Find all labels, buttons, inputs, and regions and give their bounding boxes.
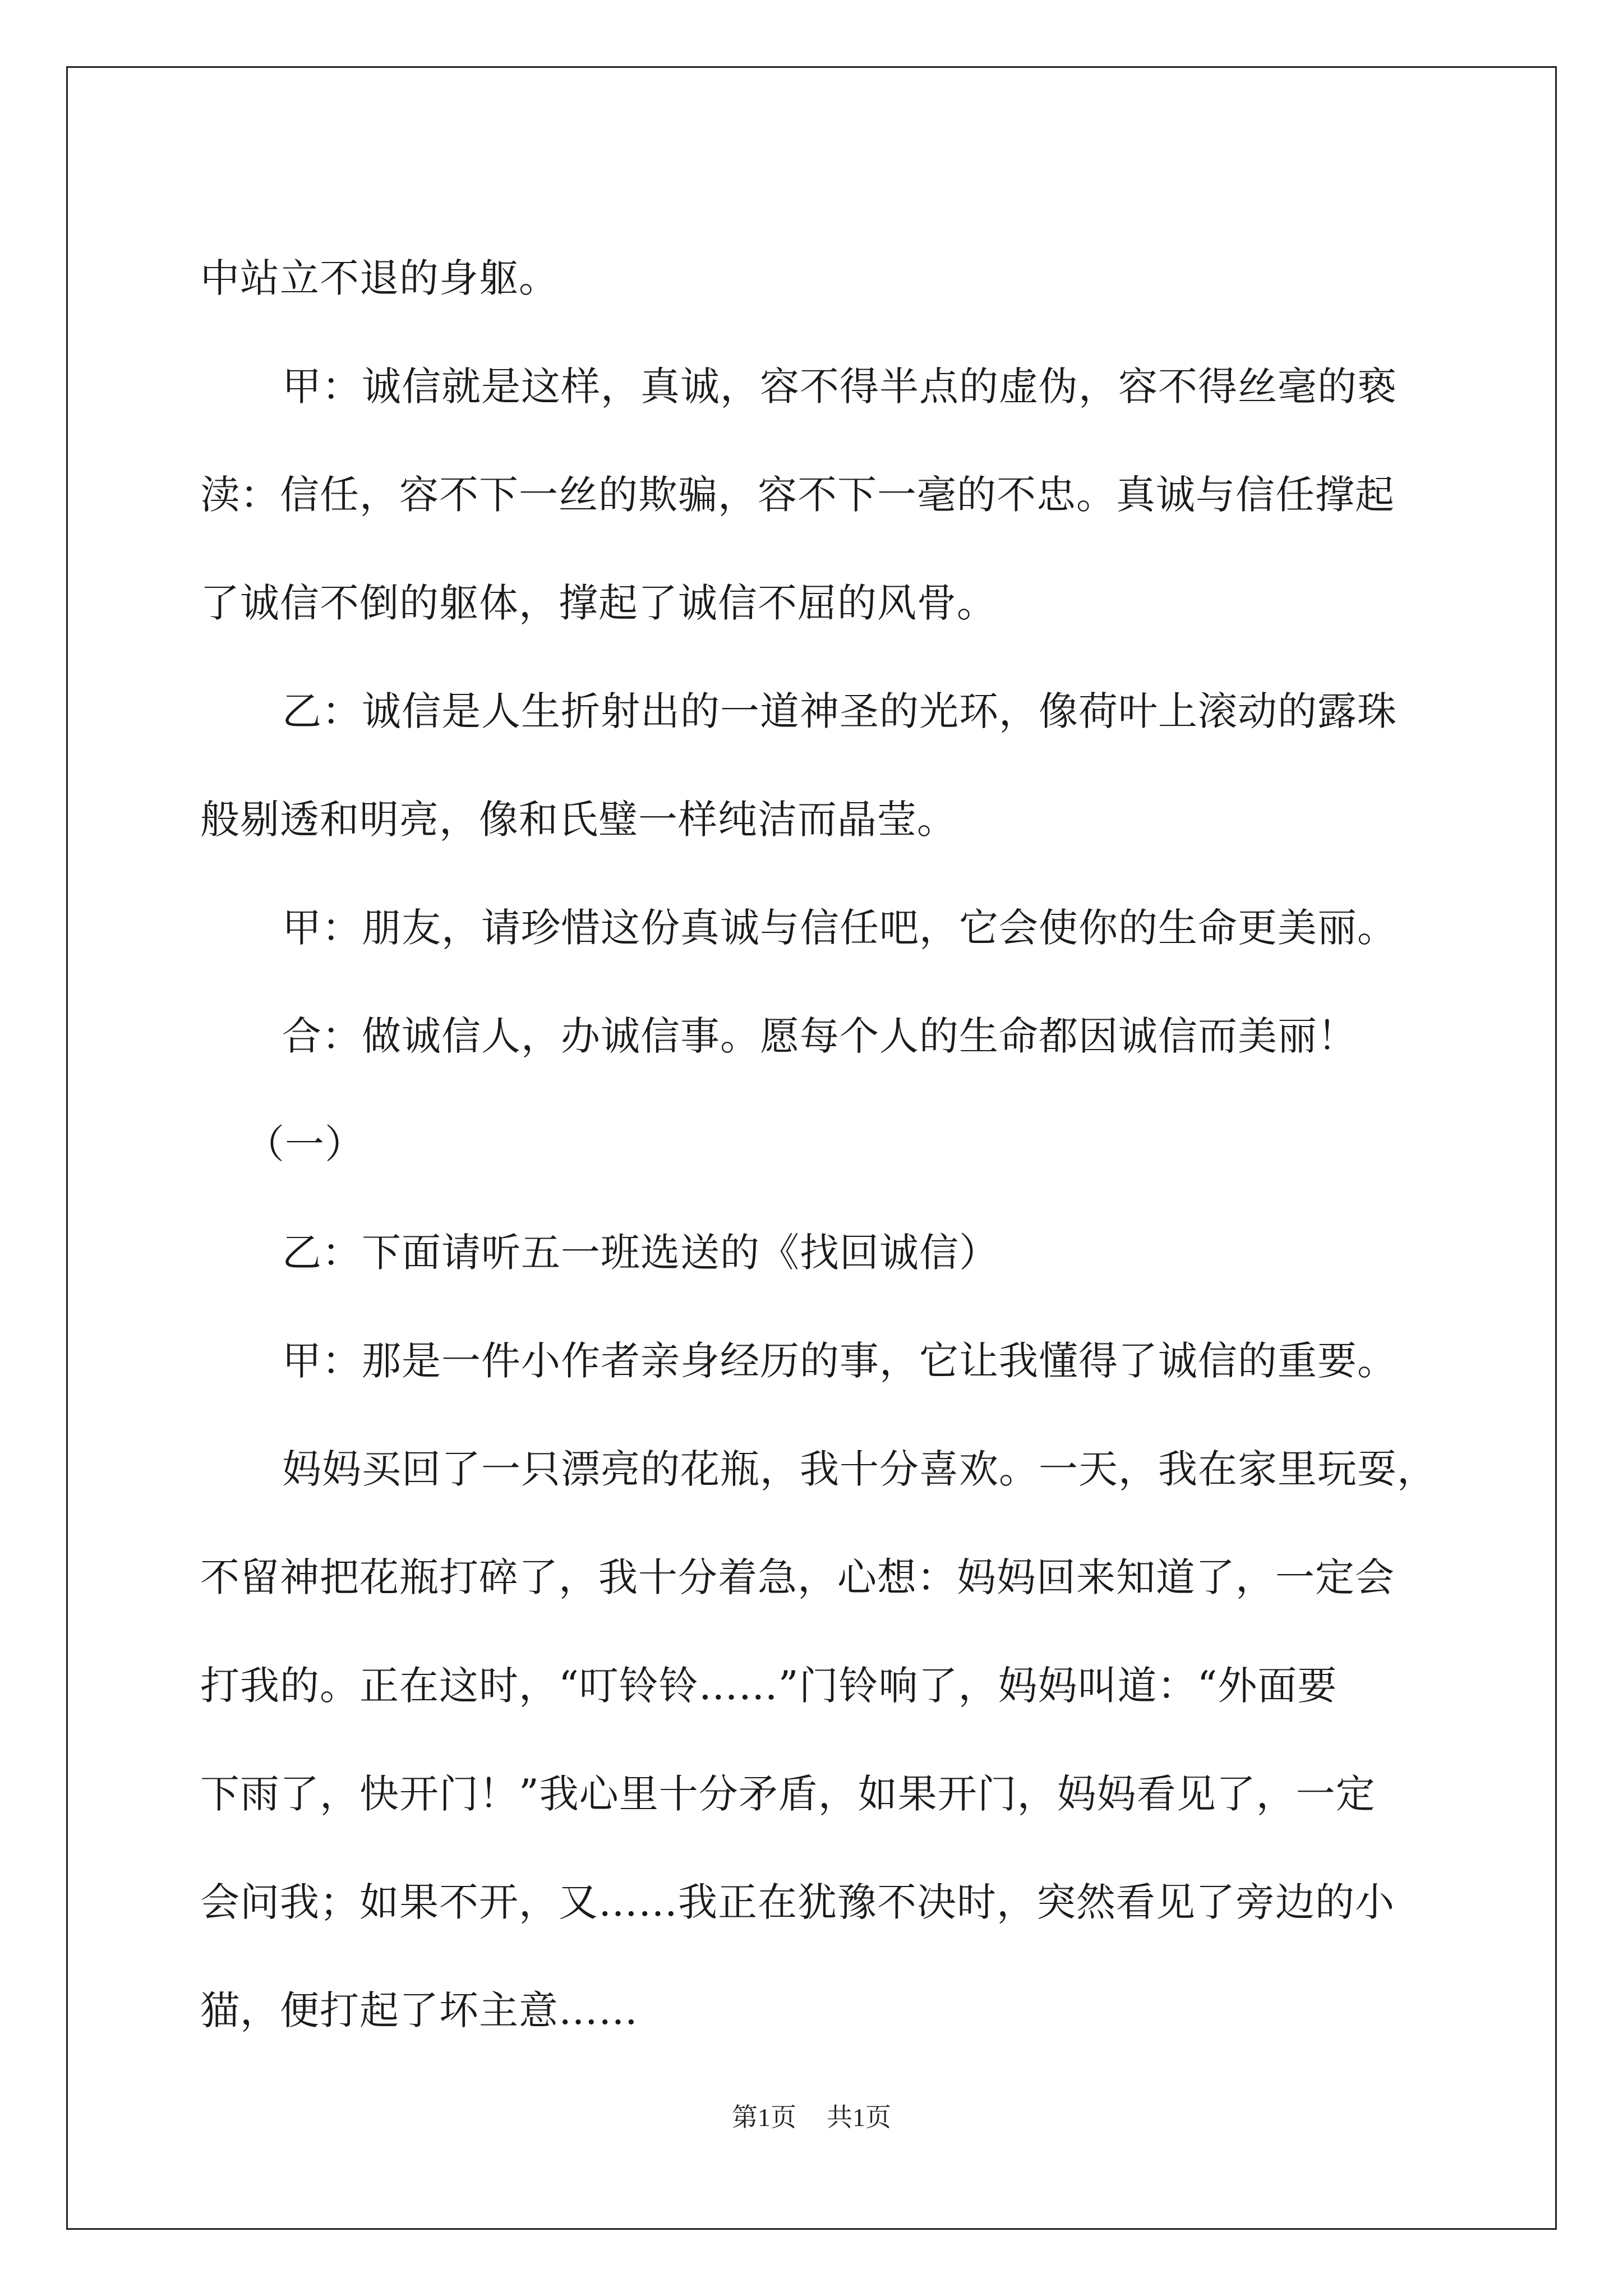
text-line: 乙：诚信是人生折射出的一道神圣的光环，像荷叶上滚动的露珠 <box>282 688 1397 734</box>
text-line: 中站立不退的身躯。 <box>200 255 559 301</box>
page-number-total: 共1页 <box>827 2103 891 2132</box>
text-line: 下雨了，快开门！”我心里十分矛盾，如果开门，妈妈看见了，一定 <box>200 1771 1376 1817</box>
text-line: 打我的。正在这时，“叮铃铃……”门铃响了，妈妈叫道：“外面要 <box>200 1663 1338 1709</box>
text-line: 甲：那是一件小作者亲身经历的事，它让我懂得了诚信的重要。 <box>282 1338 1397 1384</box>
page-footer <box>0 2097 1623 2134</box>
text-line: 甲：诚信就是这样，真诚，容不得半点的虚伪，容不得丝毫的亵 <box>282 364 1397 409</box>
document-body <box>200 224 1451 2065</box>
text-line: 般剔透和明亮，像和氏璧一样纯洁而晶莹。 <box>200 797 957 843</box>
text-line: 猫，便打起了坏主意…… <box>200 1987 638 2033</box>
text-line: 乙：下面请听五一班选送的《找回诚信） <box>282 1230 999 1276</box>
text-line: 不留神把花瓶打碎了，我十分着急，心想：妈妈回来知道了，一定会 <box>200 1554 1395 1600</box>
text-line: 甲：朋友，请珍惜这份真诚与信任吧，它会使你的生命更美丽。 <box>282 905 1397 951</box>
text-line: 渎：信任，容不下一丝的欺骗，容不下一毫的不忠。真诚与信任撑起 <box>200 472 1395 518</box>
text-line: 合：做诚信人，办诚信事。愿每个人的生命都因诚信而美丽！ <box>282 1013 1357 1059</box>
text-line: 了诚信不倒的躯体，撑起了诚信不屈的风骨。 <box>200 580 997 626</box>
text-line: 会问我；如果不开，又……我正在犹豫不决时，突然看见了旁边的小 <box>200 1879 1395 1925</box>
page-number-current: 第1页 <box>732 2103 796 2132</box>
section-marker: （一） <box>245 1121 365 1167</box>
text-line: 妈妈买回了一只漂亮的花瓶，我十分喜欢。一天，我在家里玩耍， <box>282 1446 1437 1492</box>
